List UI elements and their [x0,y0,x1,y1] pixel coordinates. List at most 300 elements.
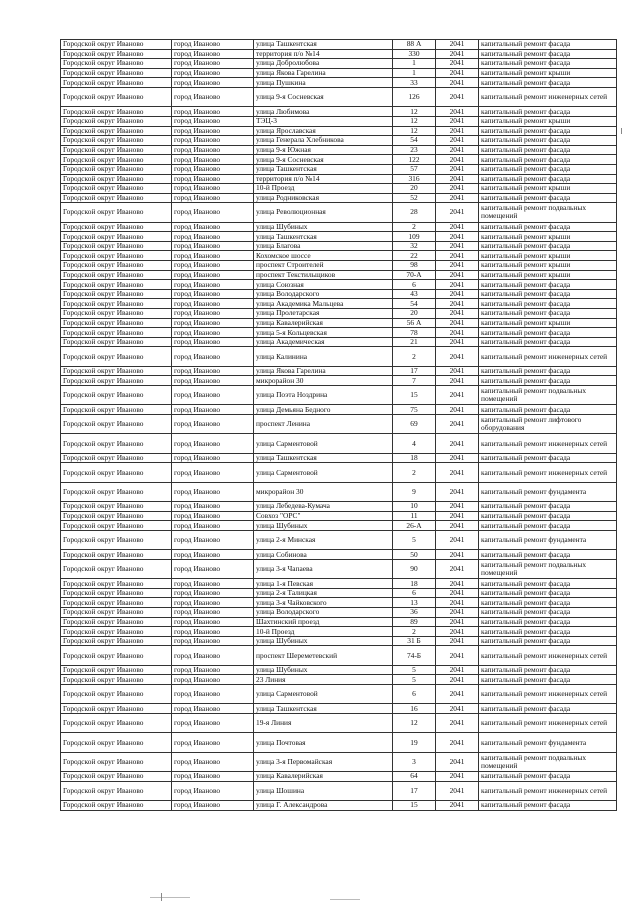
table-row [61,184,617,194]
year-cell: 2041 [436,530,479,549]
city-cell: город Иваново [172,550,254,560]
street-cell: улица Союзная [254,280,393,290]
city-cell: город Иваново [172,675,254,685]
house-number-cell: 330 [393,49,436,59]
street-cell: улица Ташкентская [254,40,393,50]
year-cell: 2041 [436,685,479,704]
street-cell: Совхоз "ОРС" [254,511,393,521]
work-type-cell: капитальный ремонт фасада [479,521,617,531]
work-type-cell: капитальный ремонт фасада [479,665,617,675]
table-row [61,579,617,589]
year-cell: 2041 [436,636,479,646]
work-type-cell: капитальный ремонт фасада [479,289,617,299]
house-number-cell: 15 [393,801,436,811]
work-type-cell: капитальный ремонт инженерных сетей [479,434,617,453]
house-number-cell: 26-А [393,521,436,531]
work-type-cell: капитальный ремонт фасада [479,40,617,50]
house-number-cell: 28 [393,203,436,222]
street-cell: улица Родниковская [254,193,393,203]
work-type-cell: капитальный ремонт инженерных сетей [479,714,617,733]
city-cell: город Иваново [172,801,254,811]
district-cell: Городской округ Иваново [61,376,172,386]
table-row [61,636,617,646]
house-number-cell: 2 [393,222,436,232]
street-cell: улица Собинова [254,550,393,560]
street-cell: улица Якова Гарелина [254,68,393,78]
district-cell: Городской округ Иваново [61,78,172,88]
city-cell: город Иваново [172,232,254,242]
district-cell: Городской округ Иваново [61,453,172,463]
house-number-cell: 19 [393,733,436,752]
year-cell: 2041 [436,453,479,463]
district-cell: Городской округ Иваново [61,733,172,752]
district-cell: Городской округ Иваново [61,155,172,165]
district-cell: Городской округ Иваново [61,559,172,578]
year-cell: 2041 [436,675,479,685]
house-number-cell: 13 [393,598,436,608]
year-cell: 2041 [436,40,479,50]
city-cell: город Иваново [172,270,254,280]
street-cell: улица Ташкентская [254,232,393,242]
city-cell: город Иваново [172,126,254,136]
city-cell: город Иваново [172,136,254,146]
city-cell: город Иваново [172,49,254,59]
work-type-cell: капитальный ремонт крыши [479,232,617,242]
year-cell: 2041 [436,116,479,126]
document-page [60,39,608,811]
table-row [61,511,617,521]
work-type-cell: капитальный ремонт фасада [479,772,617,782]
city-cell: город Иваново [172,366,254,376]
table-row [61,617,617,627]
street-cell: улица Шубиных [254,521,393,531]
house-number-cell: 89 [393,617,436,627]
district-cell: Городской округ Иваново [61,280,172,290]
city-cell: город Иваново [172,385,254,404]
city-cell: город Иваново [172,318,254,328]
work-type-cell: капитальный ремонт подвальных помещений [479,752,617,771]
district-cell: Городской округ Иваново [61,116,172,126]
year-cell: 2041 [436,559,479,578]
city-cell: город Иваново [172,617,254,627]
house-number-cell: 12 [393,714,436,733]
district-cell: Городской округ Иваново [61,781,172,800]
city-cell: город Иваново [172,733,254,752]
district-cell: Городской округ Иваново [61,579,172,589]
work-type-cell: капитальный ремонт фасада [479,511,617,521]
city-cell: город Иваново [172,453,254,463]
district-cell: Городской округ Иваново [61,646,172,665]
district-cell: Городской округ Иваново [61,59,172,69]
year-cell: 2041 [436,801,479,811]
house-number-cell: 50 [393,550,436,560]
year-cell: 2041 [436,405,479,415]
house-number-cell: 12 [393,116,436,126]
work-type-cell: капитальный ремонт фасада [479,222,617,232]
city-cell: город Иваново [172,772,254,782]
work-type-cell: капитальный ремонт фасада [479,78,617,88]
table-row [61,521,617,531]
house-number-cell: 20 [393,184,436,194]
table-row [61,675,617,685]
house-number-cell: 57 [393,164,436,174]
district-cell: Городской округ Иваново [61,463,172,482]
work-type-cell: капитальный ремонт инженерных сетей [479,646,617,665]
street-cell: улица Почтовая [254,733,393,752]
table-row [61,752,617,771]
street-cell: улица 3-я Первомайская [254,752,393,771]
district-cell: Городской округ Иваново [61,511,172,521]
table-row [61,530,617,549]
house-number-cell: 18 [393,453,436,463]
street-cell: улица 9-я Сосневская [254,87,393,106]
district-cell: Городской округ Иваново [61,414,172,433]
street-cell: улица Ташкентская [254,164,393,174]
table-row [61,289,617,299]
table-row [61,588,617,598]
year-cell: 2041 [436,126,479,136]
district-cell: Городской округ Иваново [61,801,172,811]
work-type-cell: капитальный ремонт подвальных помещений [479,559,617,578]
city-cell: город Иваново [172,164,254,174]
table-row [61,385,617,404]
year-cell: 2041 [436,781,479,800]
table-row [61,328,617,338]
table-row [61,116,617,126]
district-cell: Городской округ Иваново [61,665,172,675]
work-type-cell: капитальный ремонт лифтового оборудования [479,414,617,433]
street-cell: Кохомское шоссе [254,251,393,261]
district-cell: Городской округ Иваново [61,318,172,328]
house-number-cell: 7 [393,376,436,386]
street-cell: улица Ташкентская [254,704,393,714]
work-type-cell: капитальный ремонт крыши [479,116,617,126]
table-row [61,299,617,309]
street-cell: улица Сарментовой [254,685,393,704]
city-cell: город Иваново [172,78,254,88]
district-cell: Городской округ Иваново [61,627,172,637]
district-cell: Городской округ Иваново [61,126,172,136]
district-cell: Городской округ Иваново [61,714,172,733]
table-row [61,241,617,251]
district-cell: Городской округ Иваново [61,241,172,251]
year-cell: 2041 [436,241,479,251]
street-cell: проспект Ленина [254,414,393,433]
year-cell: 2041 [436,289,479,299]
table-row [61,772,617,782]
table-row [61,174,617,184]
house-number-cell: 32 [393,241,436,251]
district-cell: Городской округ Иваново [61,261,172,271]
year-cell: 2041 [436,704,479,714]
district-cell: Городской округ Иваново [61,289,172,299]
district-cell: Городской округ Иваново [61,405,172,415]
street-cell: улица Поэта Ноздрина [254,385,393,404]
house-number-cell: 5 [393,665,436,675]
table-row [61,203,617,222]
house-number-cell: 23 [393,145,436,155]
district-cell: Городской округ Иваново [61,502,172,512]
year-cell: 2041 [436,617,479,627]
work-type-cell: капитальный ремонт фасада [479,174,617,184]
table-row [61,68,617,78]
district-cell: Городской округ Иваново [61,40,172,50]
house-number-cell: 75 [393,405,436,415]
year-cell: 2041 [436,145,479,155]
city-cell: город Иваново [172,347,254,366]
table-row [61,405,617,415]
street-cell: улица Пушкина [254,78,393,88]
table-row [61,627,617,637]
street-cell: улица Шошина [254,781,393,800]
table-row [61,87,617,106]
house-number-cell: 2 [393,347,436,366]
work-type-cell: капитальный ремонт фасада [479,675,617,685]
year-cell: 2041 [436,550,479,560]
work-type-cell: капитальный ремонт фундамента [479,733,617,752]
year-cell: 2041 [436,598,479,608]
work-type-cell: капитальный ремонт фасада [479,328,617,338]
table-row [61,164,617,174]
table-row [61,704,617,714]
district-cell: Городской округ Иваново [61,752,172,771]
work-type-cell: капитальный ремонт фасада [479,608,617,618]
city-cell: город Иваново [172,530,254,549]
work-type-cell: капитальный ремонт фасада [479,107,617,117]
table-row [61,414,617,433]
city-cell: город Иваново [172,222,254,232]
year-cell: 2041 [436,318,479,328]
work-type-cell: капитальный ремонт подвальных помещений [479,385,617,404]
work-type-cell: капитальный ремонт инженерных сетей [479,463,617,482]
work-type-cell: капитальный ремонт фасада [479,299,617,309]
street-cell: микрорайон 30 [254,376,393,386]
year-cell: 2041 [436,579,479,589]
house-number-cell: 43 [393,289,436,299]
district-cell: Городской округ Иваново [61,617,172,627]
street-cell: улица Шубиных [254,222,393,232]
year-cell: 2041 [436,385,479,404]
district-cell: Городской округ Иваново [61,164,172,174]
city-cell: город Иваново [172,155,254,165]
table-row [61,126,617,136]
work-type-cell: капитальный ремонт фасада [479,598,617,608]
district-cell: Городской округ Иваново [61,675,172,685]
street-cell: территория п/о №14 [254,174,393,184]
year-cell: 2041 [436,78,479,88]
year-cell: 2041 [436,752,479,771]
district-cell: Городской округ Иваново [61,203,172,222]
city-cell: город Иваново [172,636,254,646]
district-cell: Городской округ Иваново [61,385,172,404]
district-cell: Городской округ Иваново [61,184,172,194]
year-cell: 2041 [436,521,479,531]
street-cell: Шахтинский проезд [254,617,393,627]
district-cell: Городской округ Иваново [61,636,172,646]
work-type-cell: капитальный ремонт фасада [479,366,617,376]
street-cell: улица Академическая [254,337,393,347]
year-cell: 2041 [436,184,479,194]
table-body [61,40,617,811]
house-number-cell: 90 [393,559,436,578]
street-cell: ТЭЦ-3 [254,116,393,126]
table-row [61,608,617,618]
year-cell: 2041 [436,665,479,675]
city-cell: город Иваново [172,627,254,637]
city-cell: город Иваново [172,59,254,69]
city-cell: город Иваново [172,251,254,261]
table-row [61,78,617,88]
city-cell: город Иваново [172,598,254,608]
street-cell: улица 9-я Сосневская [254,155,393,165]
street-cell: улица Г. Александрова [254,801,393,811]
year-cell: 2041 [436,68,479,78]
house-number-cell: 109 [393,232,436,242]
city-cell: город Иваново [172,414,254,433]
work-type-cell: капитальный ремонт фасада [479,453,617,463]
table-row [61,49,617,59]
work-type-cell: капитальный ремонт фасада [479,49,617,59]
house-number-cell: 6 [393,588,436,598]
year-cell: 2041 [436,261,479,271]
year-cell: 2041 [436,337,479,347]
table-row [61,502,617,512]
house-number-cell: 16 [393,704,436,714]
year-cell: 2041 [436,280,479,290]
district-cell: Городской округ Иваново [61,222,172,232]
district-cell: Городской округ Иваново [61,193,172,203]
street-cell: улица 5-я Кольцевская [254,328,393,338]
city-cell: город Иваново [172,521,254,531]
house-number-cell: 316 [393,174,436,184]
table-row [61,482,617,501]
district-cell: Городской округ Иваново [61,299,172,309]
work-type-cell: капитальный ремонт фасада [479,126,617,136]
house-number-cell: 2 [393,627,436,637]
street-cell: улица 3-я Чапаева [254,559,393,578]
table-row [61,270,617,280]
year-cell: 2041 [436,193,479,203]
year-cell: 2041 [436,482,479,501]
work-type-cell: капитальный ремонт подвальных помещений [479,203,617,222]
city-cell: город Иваново [172,87,254,106]
district-cell: Городской округ Иваново [61,704,172,714]
street-cell: улица Сарментовой [254,463,393,482]
work-type-cell: капитальный ремонт фасада [479,164,617,174]
work-type-cell: капитальный ремонт фасада [479,376,617,386]
year-cell: 2041 [436,222,479,232]
house-number-cell: 64 [393,772,436,782]
street-cell: улица 9-я Южная [254,145,393,155]
year-cell: 2041 [436,646,479,665]
city-cell: город Иваново [172,299,254,309]
street-cell: улица Любимова [254,107,393,117]
street-cell: улица Академика Мальцева [254,299,393,309]
city-cell: город Иваново [172,116,254,126]
street-cell: улица 2-я Талицкая [254,588,393,598]
bottom-scan-mark [150,897,190,898]
city-cell: город Иваново [172,241,254,251]
work-type-cell: капитальный ремонт инженерных сетей [479,781,617,800]
work-type-cell: капитальный ремонт крыши [479,261,617,271]
house-number-cell: 22 [393,251,436,261]
house-number-cell: 88 А [393,40,436,50]
district-cell: Городской округ Иваново [61,251,172,261]
street-cell: улица Володарского [254,289,393,299]
city-cell: город Иваново [172,376,254,386]
year-cell: 2041 [436,733,479,752]
city-cell: город Иваново [172,665,254,675]
street-cell: 10-й Проезд [254,184,393,194]
year-cell: 2041 [436,434,479,453]
table-row [61,107,617,117]
city-cell: город Иваново [172,608,254,618]
district-cell: Городской округ Иваново [61,145,172,155]
table-row [61,145,617,155]
work-type-cell: капитальный ремонт крыши [479,184,617,194]
house-number-cell: 69 [393,414,436,433]
city-cell: город Иваново [172,145,254,155]
house-number-cell: 21 [393,337,436,347]
work-type-cell: капитальный ремонт фасада [479,309,617,319]
street-cell: улица Генерала Хлебникова [254,136,393,146]
street-cell: улица Ташкентская [254,453,393,463]
house-number-cell: 31 Б [393,636,436,646]
district-cell: Городской округ Иваново [61,347,172,366]
house-number-cell: 98 [393,261,436,271]
year-cell: 2041 [436,376,479,386]
table-row [61,280,617,290]
street-cell: улица Благова [254,241,393,251]
house-number-cell: 1 [393,68,436,78]
house-number-cell: 126 [393,87,436,106]
city-cell: город Иваново [172,337,254,347]
work-type-cell: капитальный ремонт фасада [479,636,617,646]
year-cell: 2041 [436,627,479,637]
work-type-cell: капитальный ремонт фасада [479,405,617,415]
street-cell: 23 Линия [254,675,393,685]
street-cell: проспект Шереметевский [254,646,393,665]
year-cell: 2041 [436,59,479,69]
street-cell: проспект Текстильщиков [254,270,393,280]
year-cell: 2041 [436,511,479,521]
city-cell: город Иваново [172,781,254,800]
year-cell: 2041 [436,588,479,598]
year-cell: 2041 [436,232,479,242]
work-type-cell: капитальный ремонт фундамента [479,530,617,549]
street-cell: проспект Строителей [254,261,393,271]
margin-mark [621,128,622,134]
house-number-cell: 15 [393,385,436,404]
house-number-cell: 18 [393,579,436,589]
street-cell: улица Кавалерийская [254,318,393,328]
house-number-cell: 3 [393,752,436,771]
street-cell: улица Демьяна Бедного [254,405,393,415]
city-cell: город Иваново [172,328,254,338]
city-cell: город Иваново [172,502,254,512]
house-number-cell: 1 [393,59,436,69]
year-cell: 2041 [436,174,479,184]
year-cell: 2041 [436,309,479,319]
street-cell: улица Шубиных [254,665,393,675]
city-cell: город Иваново [172,463,254,482]
work-type-cell: капитальный ремонт инженерных сетей [479,347,617,366]
city-cell: город Иваново [172,434,254,453]
year-cell: 2041 [436,414,479,433]
city-cell: город Иваново [172,482,254,501]
district-cell: Городской округ Иваново [61,530,172,549]
work-type-cell: капитальный ремонт фасада [479,145,617,155]
